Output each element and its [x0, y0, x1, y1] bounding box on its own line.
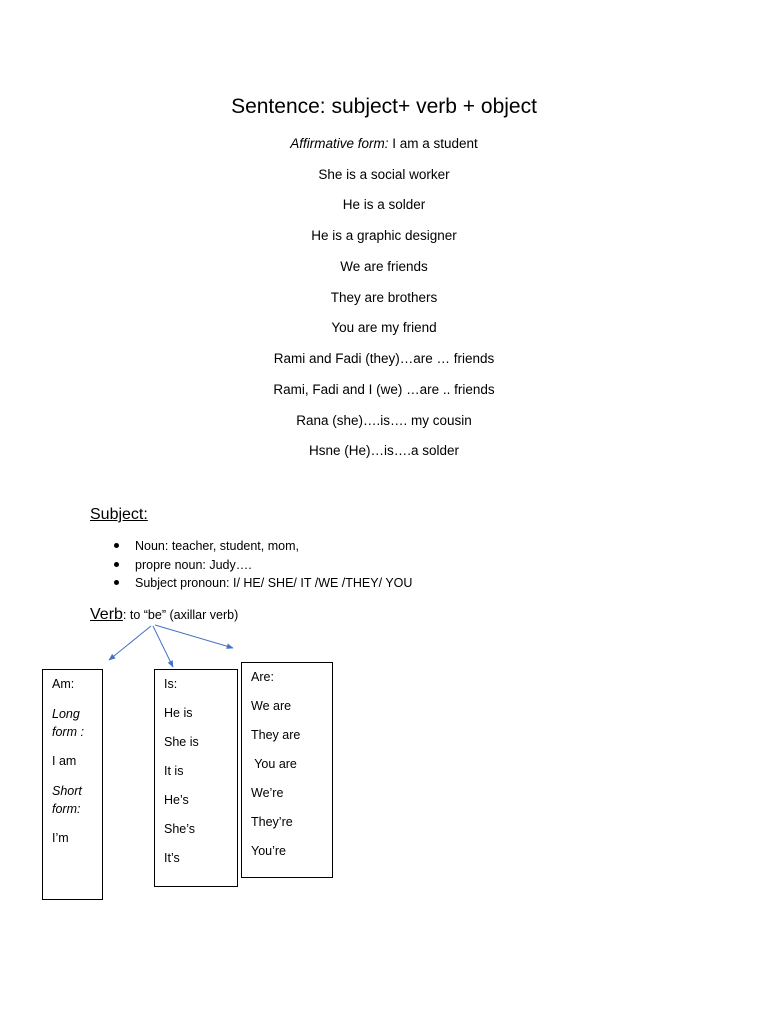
arrow-to-is	[153, 626, 173, 667]
example-sentence: He is a graphic designer	[311, 228, 457, 243]
is-form: She’s	[164, 822, 196, 836]
short-form-word: form:	[52, 802, 81, 816]
example-sentence: She is a social worker	[318, 167, 450, 182]
are-box	[241, 662, 333, 878]
affirmative-first-sentence: I am a student	[388, 136, 478, 151]
example-sentence: We are friends	[340, 259, 428, 274]
are-form: We’re	[251, 786, 284, 800]
is-box	[154, 669, 238, 887]
am-short-form: I’m	[52, 831, 69, 845]
arrow-to-are	[155, 625, 233, 648]
is-form: It’s	[164, 851, 180, 865]
long-form-word: Long	[52, 707, 80, 721]
short-form-label	[52, 782, 102, 830]
list-item: Noun: teacher, student, mom,	[112, 537, 412, 556]
is-form: She is	[164, 735, 199, 749]
am-box-header: Am:	[52, 677, 75, 691]
example-sentence: They are brothers	[330, 290, 438, 305]
list-item: propre noun: Judy….	[112, 556, 412, 575]
is-form: It is	[164, 764, 184, 778]
example-sentence: Hsne (He)…is….a solder	[308, 443, 460, 458]
short-form-word: Short	[52, 784, 82, 798]
long-form-label	[52, 705, 102, 753]
verb-description: : to “be” (axillar verb)	[122, 608, 239, 622]
are-form: You’re	[251, 844, 286, 858]
list-item: Subject pronoun: I/ HE/ SHE/ IT /WE /THEY/ YOU	[112, 574, 412, 593]
subject-heading: Subject:	[90, 506, 148, 523]
example-sentence: You are my friend	[331, 320, 437, 335]
arrow-to-am	[109, 626, 151, 660]
am-long-form: I am	[52, 754, 77, 768]
are-form: They’re	[251, 815, 293, 829]
are-form: We are	[251, 699, 292, 713]
verb-heading: Verb	[90, 606, 123, 623]
are-form: You are	[251, 757, 297, 771]
is-box-header: Is:	[164, 677, 178, 691]
example-sentence: Rami and Fadi (they)…are … friends	[273, 351, 495, 366]
affirmative-label: Affirmative form:	[290, 136, 389, 151]
are-box-header: Are:	[251, 670, 274, 684]
are-form: They are	[251, 728, 301, 742]
long-form-word: form :	[52, 725, 84, 739]
page-title: Sentence: subject+ verb + object	[231, 95, 537, 118]
example-sentence: He is a solder	[342, 197, 426, 212]
example-sentence: Rami, Fadi and I (we) …are .. friends	[273, 382, 495, 397]
is-form: He’s	[164, 793, 189, 807]
is-form: He is	[164, 706, 193, 720]
am-box	[42, 669, 103, 900]
example-sentence: Rana (she)….is…. my cousin	[296, 413, 472, 428]
